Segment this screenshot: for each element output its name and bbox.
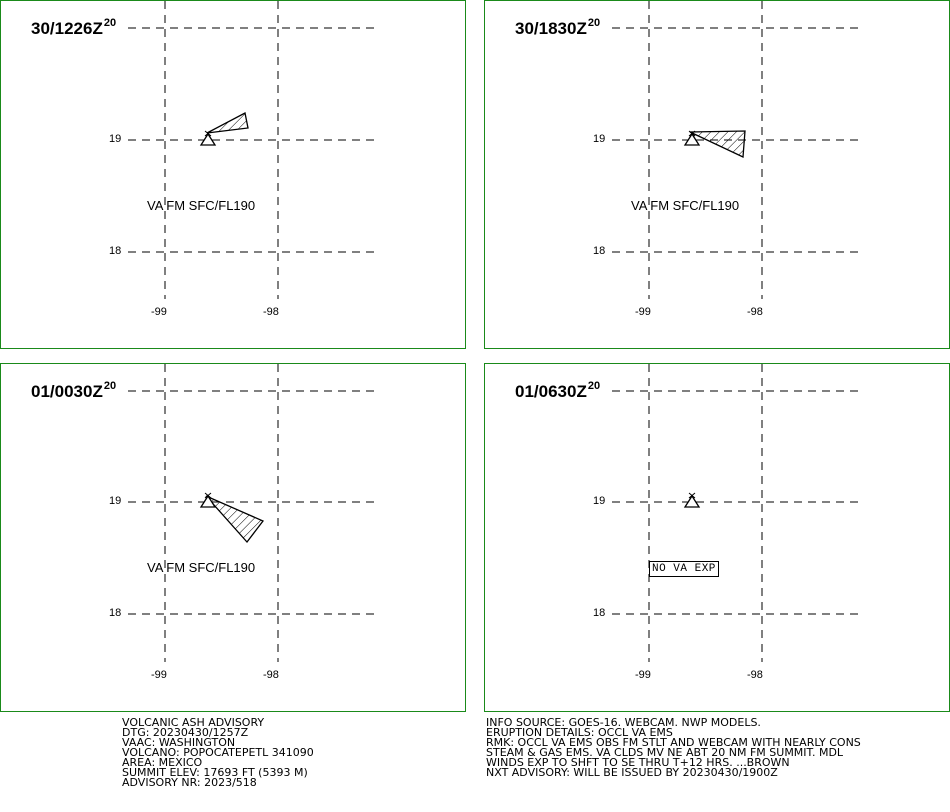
panel-time-label: $01/0630Z^{20}$ xyxy=(515,380,601,401)
va-height-label: VA FM SFC/FL190 xyxy=(631,198,740,213)
lat-label-19: 19 xyxy=(593,133,606,145)
lat-label-19: 19 xyxy=(109,133,122,145)
lat-label-19: 19 xyxy=(593,495,606,507)
forecast-panel-4 xyxy=(484,363,950,712)
lon-label-98: -98 xyxy=(263,306,279,318)
map-grid-1 xyxy=(1,1,467,350)
advisory-header-block xyxy=(122,718,314,788)
panel-time-label: $30/1226Z^{20}$ xyxy=(31,17,117,38)
advisory-line: NXT ADVISORY: WILL BE ISSUED BY 20230430/1900Z xyxy=(486,766,778,779)
advisory-line: DTG: 20230430/1257Z xyxy=(122,726,249,739)
advisory-line: ADVISORY NR: 2023/518 xyxy=(122,776,257,789)
advisory-line: VOLCANIC ASH ADVISORY xyxy=(122,716,265,729)
advisory-line: WINDS EXP TO SHFT TO SE THRU T+12 HRS. ...BROWN xyxy=(486,756,790,769)
ash-cloud-polygon xyxy=(206,496,263,542)
lat-label-18: 18 xyxy=(109,245,122,257)
forecast-panel-2 xyxy=(484,0,950,349)
lat-label-18: 18 xyxy=(593,607,606,619)
lon-label-98: -98 xyxy=(747,669,763,681)
advisory-remarks-block xyxy=(486,718,861,778)
lon-label-99: -99 xyxy=(151,669,167,681)
advisory-line: ERUPTION DETAILS: OCCL VA EMS xyxy=(486,726,673,739)
map-grid-2 xyxy=(485,1,950,350)
volcano-triangle-icon xyxy=(685,493,699,507)
va-height-label: VA FM SFC/FL190 xyxy=(147,198,256,213)
va-height-label: VA FM SFC/FL190 xyxy=(147,560,256,575)
ash-cloud-polygon xyxy=(207,113,248,133)
no-va-expected-box: NO VA EXP xyxy=(649,561,719,577)
lon-label-99: -99 xyxy=(151,306,167,318)
lon-label-99: -99 xyxy=(635,669,651,681)
lon-label-98: -98 xyxy=(747,306,763,318)
advisory-line: RMK: OCCL VA EMS OBS FM STLT AND WEBCAM WITH NEARLY CONS xyxy=(486,736,861,749)
volcano-triangle-icon xyxy=(201,131,215,145)
forecast-panel-3 xyxy=(0,363,466,712)
lat-label-18: 18 xyxy=(109,607,122,619)
map-grid-3 xyxy=(1,364,467,713)
panel-time-label: $01/0030Z^{20}$ xyxy=(31,380,117,401)
lon-label-99: -99 xyxy=(635,306,651,318)
lon-label-98: -98 xyxy=(263,669,279,681)
advisory-line: AREA: MEXICO xyxy=(122,756,203,769)
advisory-line: VAAC: WASHINGTON xyxy=(122,736,236,749)
lat-label-18: 18 xyxy=(593,245,606,257)
advisory-line: VOLCANO: POPOCATEPETL 341090 xyxy=(122,746,314,759)
advisory-line: STEAM & GAS EMS. VA CLDS MV NE ABT 20 NM FM SUMMIT. MDL xyxy=(486,746,844,759)
panel-time-label: $30/1830Z^{20}$ xyxy=(515,17,601,38)
lat-label-19: 19 xyxy=(109,495,122,507)
advisory-line: INFO SOURCE: GOES-16. WEBCAM. NWP MODELS. xyxy=(486,716,761,729)
forecast-panel-1 xyxy=(0,0,466,349)
map-grid-4 xyxy=(485,364,950,713)
advisory-line: SUMMIT ELEV: 17693 FT (5393 M) xyxy=(122,766,308,779)
